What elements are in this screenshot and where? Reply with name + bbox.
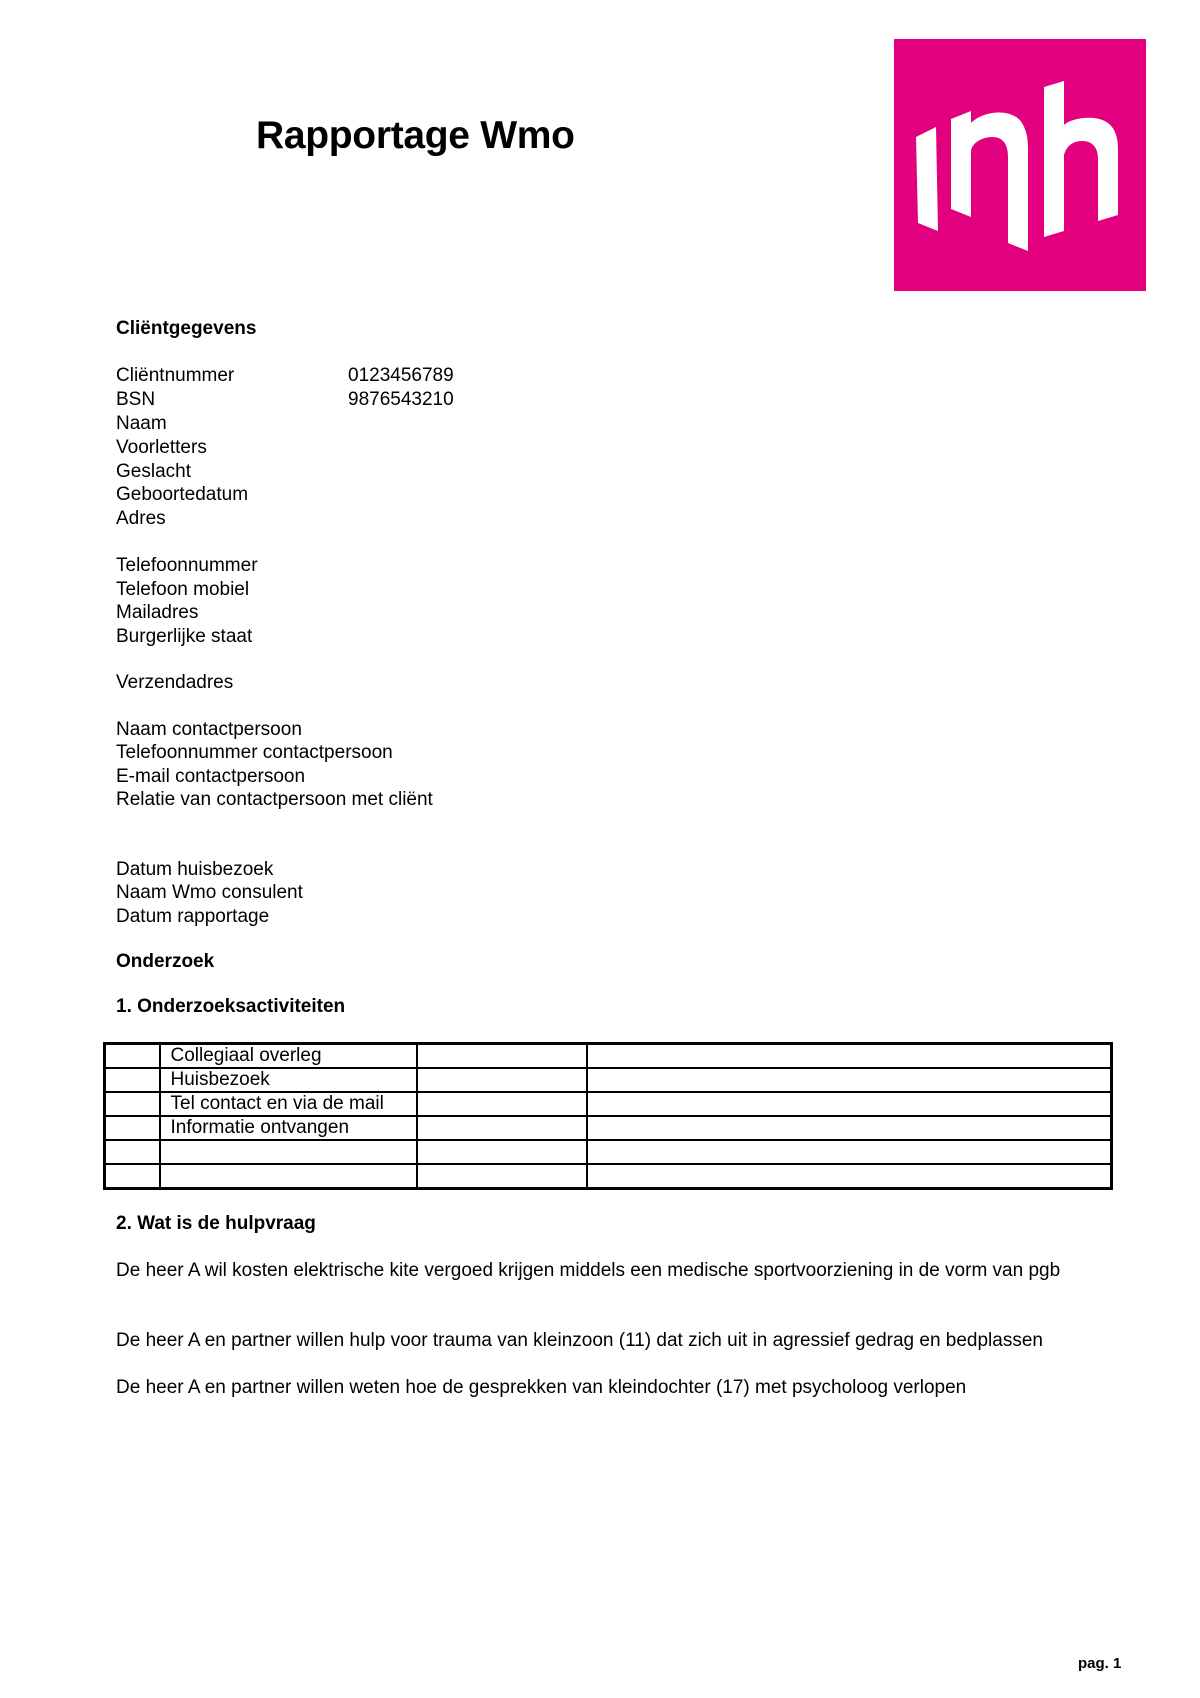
inh-logo-icon bbox=[894, 39, 1146, 291]
field-value: 0123456789 bbox=[348, 365, 454, 386]
activities-heading: 1. Onderzoeksactiviteiten bbox=[116, 996, 346, 1017]
client-section-heading: Cliëntgegevens bbox=[116, 318, 257, 339]
field-row bbox=[116, 412, 348, 435]
table-cell bbox=[105, 1092, 160, 1116]
table-cell bbox=[160, 1164, 417, 1189]
field-label: Naam bbox=[116, 413, 167, 434]
field-row bbox=[116, 483, 348, 506]
table-row bbox=[105, 1068, 1112, 1092]
table-row bbox=[105, 1116, 1112, 1140]
table-cell bbox=[587, 1092, 1112, 1116]
field-label: Cliëntnummer bbox=[116, 365, 235, 386]
table-cell bbox=[105, 1044, 160, 1069]
field-row bbox=[116, 364, 454, 387]
activities-table bbox=[103, 1042, 1113, 1190]
logo-graphic bbox=[894, 39, 1146, 291]
field-label: BSN bbox=[116, 389, 156, 410]
field-label: Telefoon mobiel bbox=[116, 579, 250, 600]
field-row bbox=[116, 554, 348, 577]
field-row bbox=[116, 741, 393, 764]
field-row bbox=[116, 718, 348, 741]
table-cell bbox=[587, 1044, 1112, 1069]
field-label: Datum rapportage bbox=[116, 906, 270, 927]
table-cell bbox=[417, 1044, 587, 1069]
table-cell bbox=[105, 1068, 160, 1092]
table-cell: Collegiaal overleg bbox=[160, 1044, 417, 1069]
field-row bbox=[116, 578, 348, 601]
table-cell bbox=[160, 1140, 417, 1164]
field-label: Geslacht bbox=[116, 461, 191, 482]
research-heading: Onderzoek bbox=[116, 951, 215, 972]
field-row bbox=[116, 460, 348, 483]
field-label: E-mail contactpersoon bbox=[116, 766, 306, 787]
field-row bbox=[116, 436, 348, 459]
table-cell bbox=[105, 1116, 160, 1140]
table-cell bbox=[105, 1164, 160, 1189]
help-question-paragraph: De heer A en partner willen hulp voor trauma van kleinzoon (11) dat zich uit in agressief gedrag en bedplassen bbox=[116, 1330, 1043, 1351]
table-cell bbox=[587, 1164, 1112, 1189]
table-cell bbox=[417, 1140, 587, 1164]
document-title: Rapportage Wmo bbox=[256, 114, 575, 157]
field-row bbox=[116, 671, 348, 694]
table-row bbox=[105, 1164, 1112, 1189]
field-label: Burgerlijke staat bbox=[116, 626, 253, 647]
field-row bbox=[116, 625, 348, 648]
table-cell: Tel contact en via de mail bbox=[160, 1092, 417, 1116]
table-row bbox=[105, 1140, 1112, 1164]
field-label: Telefoonnummer contactpersoon bbox=[116, 742, 393, 763]
table-cell bbox=[587, 1068, 1112, 1092]
table-cell bbox=[417, 1164, 587, 1189]
table-cell bbox=[417, 1092, 587, 1116]
field-label: Telefoonnummer bbox=[116, 555, 258, 576]
field-label: Mailadres bbox=[116, 602, 199, 623]
help-question-paragraph: De heer A wil kosten elektrische kite vergoed krijgen middels een medische sportvoorziening in de vorm van pgb bbox=[116, 1260, 1061, 1281]
table-cell bbox=[587, 1140, 1112, 1164]
field-row bbox=[116, 905, 348, 928]
table-cell bbox=[587, 1116, 1112, 1140]
field-label: Datum huisbezoek bbox=[116, 859, 274, 880]
field-row bbox=[116, 788, 433, 811]
table-cell bbox=[417, 1116, 587, 1140]
field-label: Relatie van contactpersoon met cliënt bbox=[116, 789, 433, 810]
table-cell: Informatie ontvangen bbox=[160, 1116, 417, 1140]
field-row bbox=[116, 601, 348, 624]
table-row bbox=[105, 1044, 1112, 1069]
field-label: Adres bbox=[116, 508, 166, 529]
field-label: Naam Wmo consulent bbox=[116, 882, 303, 903]
field-label: Verzendadres bbox=[116, 672, 234, 693]
field-row bbox=[116, 765, 348, 788]
table-row bbox=[105, 1092, 1112, 1116]
table-cell: Huisbezoek bbox=[160, 1068, 417, 1092]
field-value: 9876543210 bbox=[348, 389, 454, 410]
field-label: Naam contactpersoon bbox=[116, 719, 302, 740]
help-question-paragraph: De heer A en partner willen weten hoe de gesprekken van kleindochter (17) met psycholoog verlopen bbox=[116, 1377, 967, 1398]
page-number: pag. 1 bbox=[1078, 1655, 1122, 1672]
table-cell bbox=[105, 1140, 160, 1164]
field-row bbox=[116, 858, 348, 881]
field-label: Voorletters bbox=[116, 437, 207, 458]
field-label: Geboortedatum bbox=[116, 484, 249, 505]
field-row bbox=[116, 881, 348, 904]
table-cell bbox=[417, 1068, 587, 1092]
field-row bbox=[116, 507, 348, 530]
field-row bbox=[116, 388, 454, 411]
help-question-heading: 2. Wat is de hulpvraag bbox=[116, 1213, 316, 1234]
